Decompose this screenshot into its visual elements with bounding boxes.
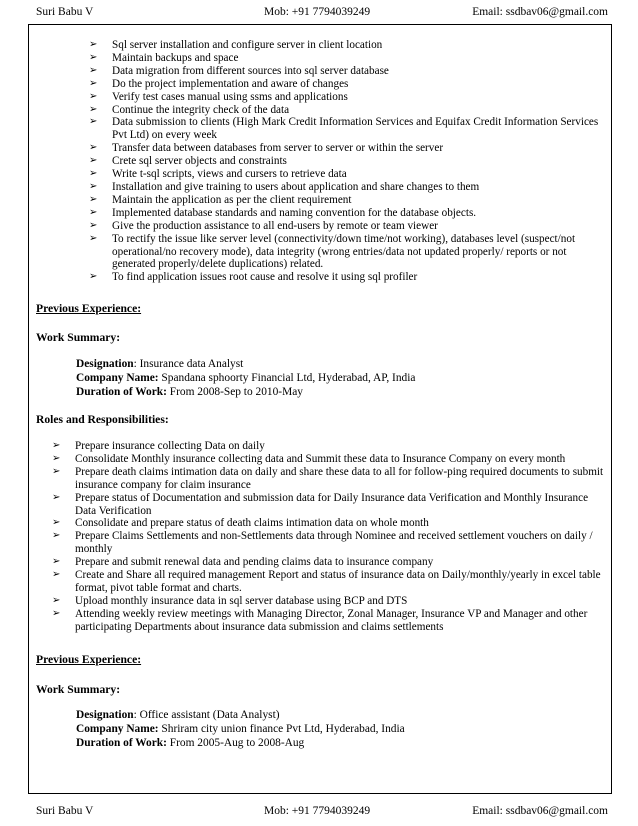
list-item-text: Data submission to clients (High Mark Credit Information Services and Equifax Credit Information Services Pvt Ltd) on every week	[112, 116, 599, 142]
list-item	[89, 116, 599, 142]
arrow-bullet-icon: ➢	[52, 440, 61, 451]
roles-list	[52, 440, 604, 634]
duration-value: From 2005-Aug to 2008-Aug	[166, 736, 305, 749]
arrow-bullet-icon: ➢	[89, 103, 98, 115]
list-item-text: Maintain the application as per the client requirement	[112, 193, 352, 206]
list-item	[52, 556, 604, 569]
list-item-text: Verify test cases manual using ssms and applications	[112, 90, 348, 103]
list-item	[52, 595, 604, 608]
list-item-text: Do the project implementation and aware of changes	[112, 77, 349, 90]
designation-line	[76, 358, 415, 372]
header-email: Email: ssdbav06@gmail.com	[472, 6, 608, 18]
list-item-text: Consolidate Monthly insurance collecting data and Summit these data to Insurance Company on every month	[75, 452, 566, 465]
list-item-text: To rectify the issue like server level (connectivity/down time/not working), databases level (suspect/not operational/no recovery mode), data integrity (wrong entries/data not updated properly/ reports or not generated properly/delete duplications) related.	[112, 232, 576, 271]
list-item-text: Prepare Claims Settlements and non-Settlements data through Nominee and received settlement vouchers on daily / monthly	[75, 530, 593, 556]
previous-experience-heading: Previous Experience:	[36, 302, 142, 315]
arrow-bullet-icon: ➢	[52, 465, 61, 477]
arrow-bullet-icon: ➢	[89, 232, 98, 244]
list-item	[52, 569, 604, 595]
duration-label: Duration of Work:	[76, 736, 167, 749]
list-item-text: Prepare status of Documentation and submission data for Daily Insurance data Verification and Monthly Insurance Data Verification	[75, 491, 589, 517]
list-item	[89, 233, 599, 272]
arrow-bullet-icon: ➢	[89, 219, 98, 231]
experience1-details	[76, 358, 415, 399]
arrow-bullet-icon: ➢	[52, 594, 61, 606]
designation-value: : Insurance data Analyst	[133, 358, 244, 370]
work-summary-heading-2: Work Summary:	[36, 683, 121, 696]
arrow-bullet-icon: ➢	[89, 142, 98, 154]
list-item-text: Consolidate and prepare status of death claims intimation data on whole month	[75, 517, 429, 530]
list-item	[89, 142, 599, 155]
designation-line	[76, 709, 405, 723]
arrow-bullet-icon: ➢	[89, 39, 98, 50]
list-item-text: Transfer data between databases from server to server or within the server	[112, 142, 444, 155]
list-item	[52, 466, 604, 492]
page-header	[36, 6, 608, 22]
list-item-text: Maintain backups and space	[112, 51, 239, 64]
list-item	[52, 608, 604, 634]
duties-list	[89, 39, 599, 284]
arrow-bullet-icon: ➢	[89, 155, 98, 167]
roles-heading: Roles and Responsibilities:	[36, 413, 169, 426]
duration-line	[76, 386, 415, 400]
arrow-bullet-icon: ➢	[52, 569, 61, 581]
list-item-text: Create and Share all required management Report and status of insurance data on Daily/monthly/yearly in excel table format, pivot table format and charts.	[75, 569, 601, 594]
list-item-text: Prepare death claims intimation data on daily and share these data to all for follow-ping required documents to submit insurance company for claim insurance	[75, 465, 604, 491]
arrow-bullet-icon: ➢	[89, 180, 98, 192]
list-item	[89, 65, 599, 78]
list-item-text: Sql server installation and configure server in client location	[112, 39, 383, 51]
list-item	[89, 39, 599, 52]
list-item	[52, 453, 604, 466]
company-line	[76, 723, 405, 737]
list-item-text: Attending weekly review meetings with Managing Director, Zonal Manager, Insurance VP and Manager and other participating Departments about insurance data submission and claims settlements	[75, 607, 588, 633]
list-item-text: Crete sql server objects and constraints	[112, 155, 287, 168]
page-footer	[36, 805, 608, 821]
list-item	[89, 52, 599, 65]
list-item	[89, 194, 599, 207]
list-item-text: Data migration from different sources into sql server database	[112, 64, 389, 77]
designation-label: Designation	[76, 358, 134, 370]
list-item-text: Write t-sql scripts, views and cursers to retrieve data	[112, 168, 347, 181]
previous-experience-heading-2: Previous Experience:	[36, 653, 142, 666]
list-item	[89, 271, 599, 284]
list-item	[89, 155, 599, 168]
arrow-bullet-icon: ➢	[89, 90, 98, 102]
list-item	[52, 440, 604, 453]
arrow-bullet-icon: ➢	[89, 271, 98, 283]
list-item	[89, 207, 599, 220]
list-item	[89, 181, 599, 194]
company-line	[76, 372, 415, 386]
list-item-text: Give the production assistance to all end-users by remote or team viewer	[112, 219, 438, 232]
arrow-bullet-icon: ➢	[52, 607, 61, 619]
duration-label: Duration of Work:	[76, 385, 167, 398]
list-item	[89, 78, 599, 91]
arrow-bullet-icon: ➢	[89, 206, 98, 218]
company-label: Company Name:	[76, 371, 159, 384]
header-name: Suri Babu V	[36, 6, 94, 18]
arrow-bullet-icon: ➢	[52, 530, 61, 542]
list-item-text: Prepare and submit renewal data and pending claims data to insurance company	[75, 556, 434, 569]
list-item-text: To find application issues root cause and resolve it using sql profiler	[112, 271, 418, 284]
list-item	[52, 517, 604, 530]
arrow-bullet-icon: ➢	[89, 64, 98, 76]
list-item-text: Upload monthly insurance data in sql server database using BCP and DTS	[75, 594, 408, 607]
company-value: Shriram city union finance Pvt Ltd, Hyderabad, India	[158, 722, 405, 735]
experience2-details	[76, 709, 405, 750]
list-item-text: Continue the integrity check of the data	[112, 103, 290, 116]
list-item-text: Installation and give training to users about application and share changes to them	[112, 180, 480, 193]
list-item	[89, 104, 599, 117]
company-label: Company Name:	[76, 722, 159, 735]
list-item	[89, 91, 599, 104]
arrow-bullet-icon: ➢	[52, 452, 61, 464]
designation-value: : Office assistant (Data Analyst)	[133, 709, 280, 721]
list-item-text: Implemented database standards and naming convention for the database objects.	[112, 206, 477, 219]
arrow-bullet-icon: ➢	[89, 168, 98, 180]
arrow-bullet-icon: ➢	[52, 556, 61, 568]
designation-label: Designation	[76, 709, 134, 721]
duration-line	[76, 737, 405, 751]
list-item	[52, 530, 604, 556]
footer-name: Suri Babu V	[36, 805, 94, 817]
arrow-bullet-icon: ➢	[89, 51, 98, 63]
list-item	[89, 220, 599, 233]
footer-mobile: Mob: +91 7794039249	[264, 805, 371, 817]
arrow-bullet-icon: ➢	[52, 491, 61, 503]
arrow-bullet-icon: ➢	[89, 116, 98, 128]
footer-email: Email: ssdbav06@gmail.com	[472, 805, 608, 817]
company-value: Spandana sphoorty Financial Ltd, Hyderabad, AP, India	[158, 371, 416, 384]
arrow-bullet-icon: ➢	[89, 193, 98, 205]
header-mobile: Mob: +91 7794039249	[264, 6, 371, 18]
arrow-bullet-icon: ➢	[89, 77, 98, 89]
duration-value: From 2008-Sep to 2010-May	[166, 385, 303, 398]
arrow-bullet-icon: ➢	[52, 517, 61, 529]
work-summary-heading: Work Summary:	[36, 331, 121, 344]
list-item	[89, 168, 599, 181]
list-item	[52, 492, 604, 518]
list-item-text: Prepare insurance collecting Data on daily	[75, 440, 265, 452]
